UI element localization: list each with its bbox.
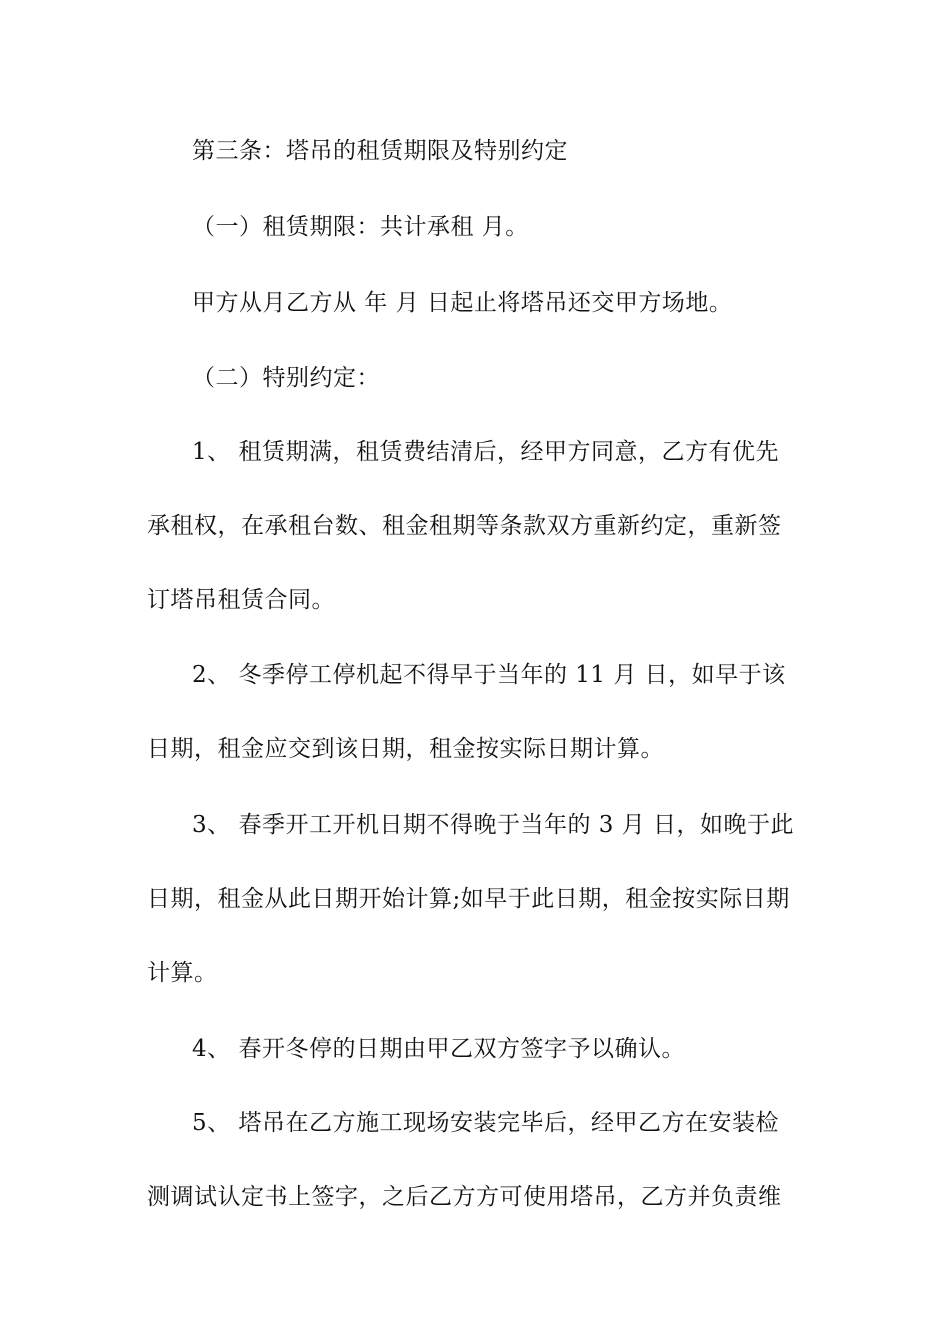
clause-3-line-3: 计算。 (147, 960, 218, 986)
clause-3-line-1: 3、 春季开工开机日期不得晚于当年的 3 月 日，如晚于此 (192, 812, 795, 838)
clause-5-line-2: 测调试认定书上签字，之后乙方方可使用塔吊，乙方并负责维 (147, 1184, 782, 1210)
clause-5-line-1: 5、 塔吊在乙方施工现场安装完毕后，经甲乙方在安装检 (192, 1110, 779, 1136)
clause-2-line-2: 日期，租金应交到该日期，租金按实际日期计算。 (147, 736, 664, 762)
clause-1-line-1: 1、 租赁期满，租赁费结清后，经甲方同意，乙方有优先 (192, 439, 779, 465)
clause-2-line-1: 2、 冬季停工停机起不得早于当年的 11 月 日，如早于该 (192, 662, 786, 688)
lease-term-line: （一）租赁期限：共计承租 月。 (192, 214, 529, 240)
clause-1-line-3: 订塔吊租赁合同。 (147, 587, 335, 613)
clause-1-line-2: 承租权，在承租台数、租金租期等条款双方重新约定，重新签 (147, 513, 782, 539)
special-terms-heading: （二）特别约定： (192, 365, 380, 391)
return-date-line: 甲方从月乙方从 年 月 日起止将塔吊还交甲方场地。 (192, 290, 733, 316)
article-heading: 第三条：塔吊的租赁期限及特别约定 (192, 138, 568, 164)
clause-4-line-1: 4、 春开冬停的日期由甲乙双方签字予以确认。 (192, 1036, 685, 1062)
clause-3-line-2: 日期，租金从此日期开始计算;如早于此日期，租金按实际日期 (147, 886, 790, 912)
